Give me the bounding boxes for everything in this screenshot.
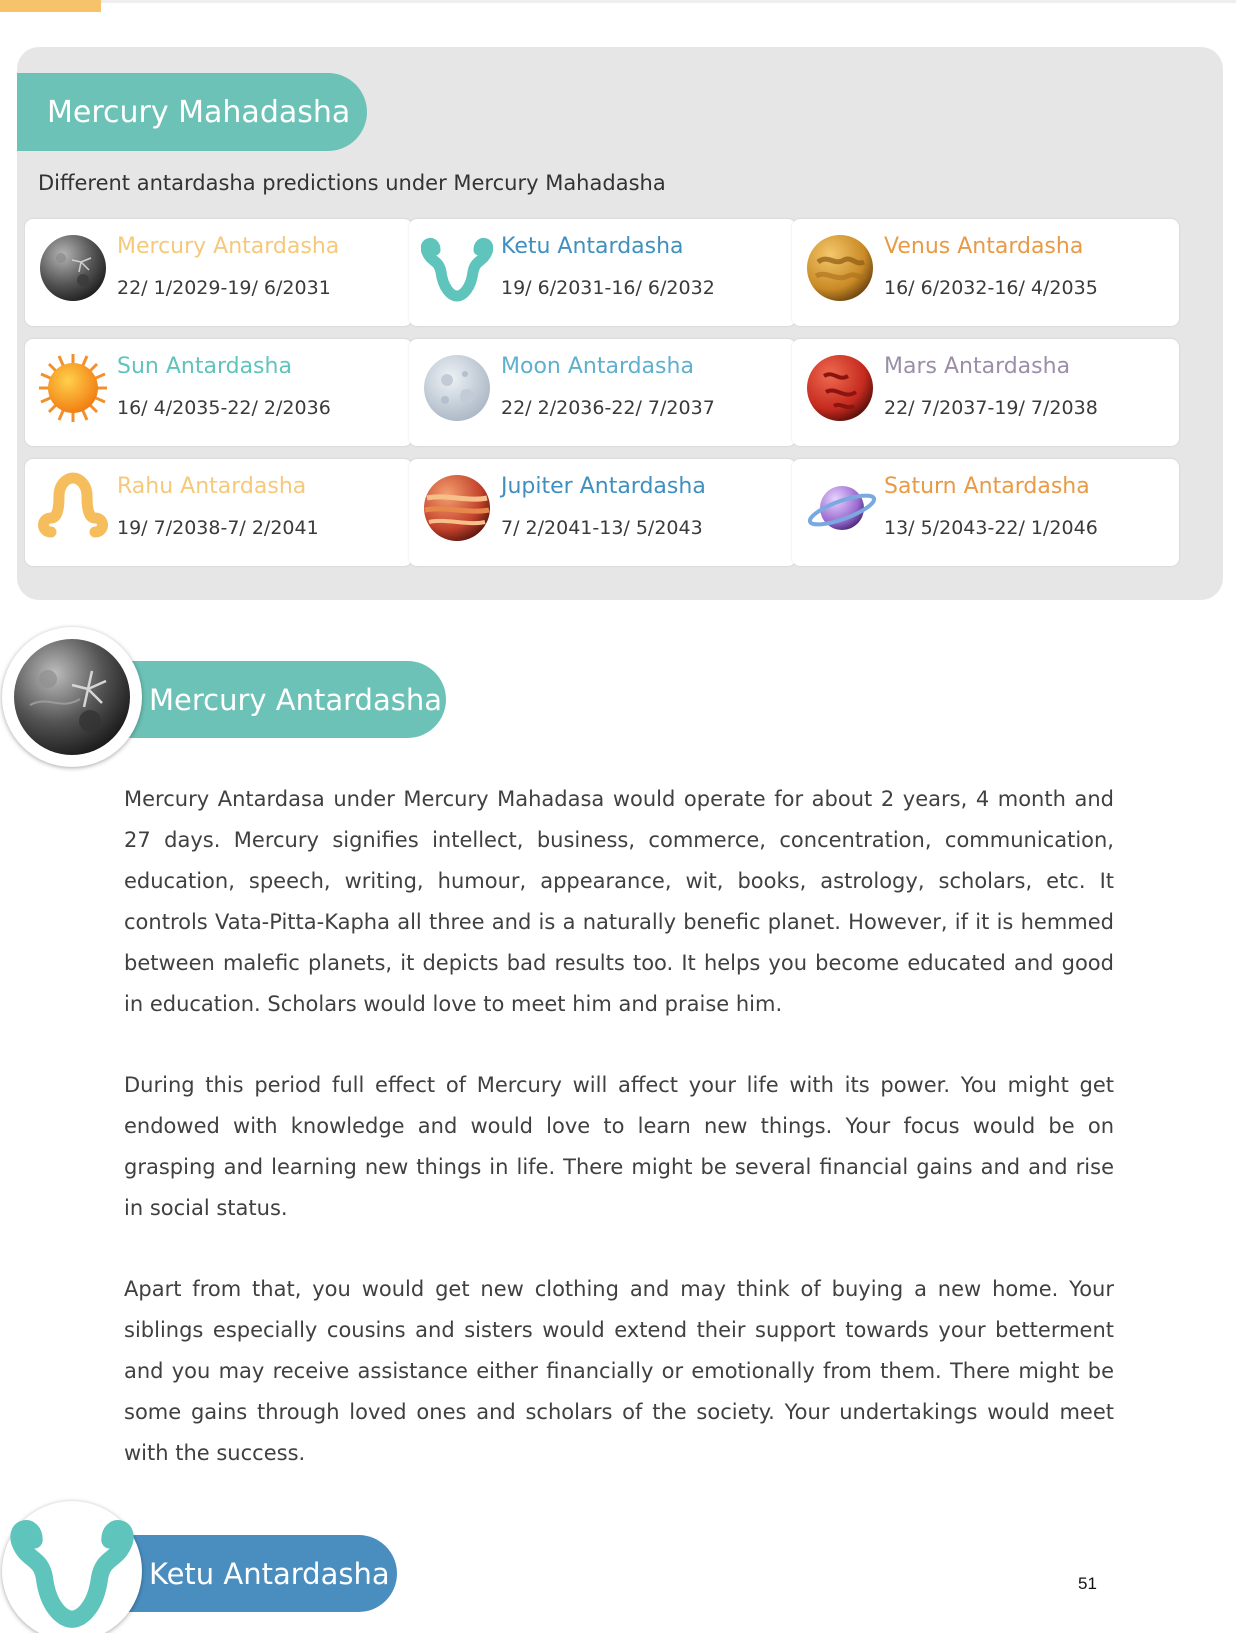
antardasha-dates: 22/ 1/2029-19/ 6/2031 — [117, 277, 331, 299]
section-title: Ketu Antardasha — [149, 1556, 390, 1591]
rahu-symbol-icon — [37, 472, 109, 544]
mahadasha-panel — [17, 47, 1223, 600]
antardasha-card-rahu[interactable] — [25, 459, 412, 566]
ketu-antardasha-heading — [110, 1535, 397, 1612]
antardasha-card-saturn[interactable] — [792, 459, 1179, 566]
ketu-badge — [2, 1501, 142, 1633]
antardasha-dates: 19/ 7/2038-7/ 2/2041 — [117, 517, 319, 539]
mercury-badge — [2, 627, 142, 767]
ketu-symbol-icon — [10, 1509, 134, 1633]
antardasha-title: Saturn Antardasha — [884, 474, 1090, 499]
mercury-planet-icon — [37, 232, 109, 304]
antardasha-title: Ketu Antardasha — [501, 234, 684, 259]
mercury-paragraph-3: Apart from that, you would get new clothing and may think of buying a new home. Your siblings especially cousins and sisters would extend their support towards your betterment and you may receive assistance either financially or emotionally from them. There might be some gains through loved ones and scholars of the society. Your undertakings would meet with the success. — [124, 1277, 1114, 1465]
antardasha-dates: 7/ 2/2041-13/ 5/2043 — [501, 517, 703, 539]
antardasha-dates: 16/ 4/2035-22/ 2/2036 — [117, 397, 331, 419]
saturn-planet-icon — [804, 472, 876, 544]
mercury-paragraph-2: During this period full effect of Mercury will affect your life with its power. You might get endowed with knowledge and would love to learn new things. Your focus would be on grasping and learning new things in life. There might be several financial gains and and rise in social status. — [124, 1073, 1114, 1220]
antardasha-dates: 13/ 5/2043-22/ 1/2046 — [884, 517, 1098, 539]
antardasha-card-jupiter[interactable] — [409, 459, 796, 566]
antardasha-title: Venus Antardasha — [884, 234, 1084, 259]
antardasha-title: Moon Antardasha — [501, 354, 694, 379]
mahadasha-title: Mercury Mahadasha — [17, 73, 367, 151]
jupiter-planet-icon — [421, 472, 493, 544]
antardasha-title: Mercury Antardasha — [117, 234, 340, 259]
mercury-paragraph-1: Mercury Antardasa under Mercury Mahadasa would operate for about 2 years, 4 month and 27 days. Mercury signifies intellect, business, commerce, concentration, communication, education, speech, writing, humour, appearance, wit, books, astrology, scholars, etc. It controls Vata-Pitta-Kapha all three and is a naturally benefic planet. However, if it is hemmed between malefic planets, it depicts bad results too. It helps you become educated and good in education. Scholars would love to meet him and praise him. — [124, 787, 1114, 1016]
antardasha-card-ketu[interactable] — [409, 219, 796, 326]
top-rule — [0, 0, 1236, 3]
top-accent-bar — [0, 0, 101, 12]
antardasha-card-sun[interactable] — [25, 339, 412, 446]
antardasha-title: Jupiter Antardasha — [501, 474, 706, 499]
antardasha-card-mercury[interactable] — [25, 219, 412, 326]
mercury-antardasha-heading — [110, 661, 446, 738]
antardasha-dates: 22/ 7/2037-19/ 7/2038 — [884, 397, 1098, 419]
antardasha-dates: 16/ 6/2032-16/ 4/2035 — [884, 277, 1098, 299]
mahadasha-subtitle: Different antardasha predictions under Mercury Mahadasha — [38, 171, 666, 195]
antardasha-card-mars[interactable] — [792, 339, 1179, 446]
venus-planet-icon — [804, 232, 876, 304]
sun-icon — [37, 352, 109, 424]
ketu-symbol-icon — [421, 232, 493, 304]
antardasha-dates: 19/ 6/2031-16/ 6/2032 — [501, 277, 715, 299]
mercury-planet-icon — [10, 635, 134, 759]
antardasha-dates: 22/ 2/2036-22/ 7/2037 — [501, 397, 715, 419]
antardasha-card-moon[interactable] — [409, 339, 796, 446]
mars-planet-icon — [804, 352, 876, 424]
antardasha-card-venus[interactable] — [792, 219, 1179, 326]
section-title: Mercury Antardasha — [149, 682, 442, 717]
antardasha-title: Sun Antardasha — [117, 354, 292, 379]
antardasha-title: Rahu Antardasha — [117, 474, 307, 499]
antardasha-title: Mars Antardasha — [884, 354, 1071, 379]
moon-icon — [421, 352, 493, 424]
page-number: 51 — [1078, 1574, 1097, 1593]
